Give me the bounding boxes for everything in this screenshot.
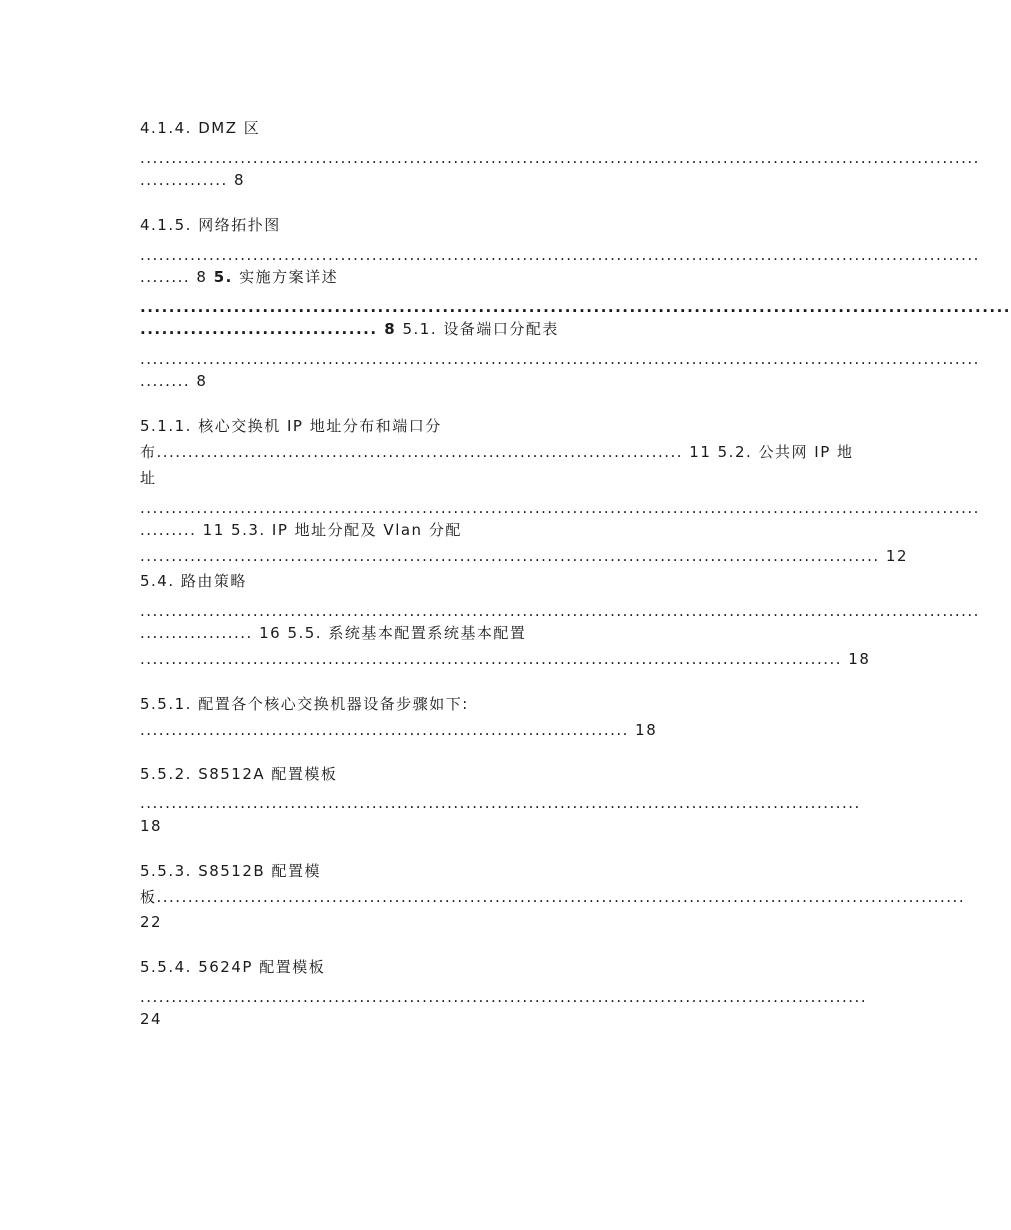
toc-leader-dots: ...................................................................................................................................... [140, 602, 980, 620]
toc-section-number: 5. [213, 268, 233, 286]
toc-page-number: ........ 8 [140, 372, 208, 390]
toc-leader-dots: ...................................................................................................................................... [140, 350, 980, 368]
toc-entry-5-1 [140, 319, 810, 339]
toc-entry-5-5-3: 5.5.3. S8512B 配置模 [140, 862, 321, 880]
toc-entry-5-5: .................. 16 5.5. 系统基本配置系统基本配置 [140, 624, 527, 642]
toc-page-number: 18 [140, 817, 163, 835]
toc-entry-5-5-4: 5.5.4. 5624P 配置模板 [140, 958, 326, 976]
toc-entry-5-1-1: 5.1.1. 核心交换机 IP 地址分布和端口分 [140, 417, 442, 435]
toc-leader-dots: ........ 8 [140, 268, 214, 286]
toc-entry-5-3: ......... 11 5.3. IP 地址分配及 Vlan 分配 [140, 521, 462, 539]
toc-leader-dots: .................................................................................................................... [140, 988, 868, 1006]
toc-leader-dots-bold: ......................................................................................................................... [140, 298, 1011, 316]
toc-page-number: 24 [140, 1010, 163, 1028]
toc-page-number: ...................................................................................................................... 12 [140, 547, 908, 565]
toc-leader-dots: ...................................................................................................................................... [140, 149, 980, 167]
toc-entry-5-5-2: 5.5.2. S8512A 配置模板 [140, 765, 338, 783]
toc-page-number: .............. 8 [140, 171, 246, 189]
toc-leader-dots: ................................................................................................................... [140, 794, 861, 812]
toc-leader-dots: ...................................................................................................................................... [140, 246, 980, 264]
toc-entry-5 [140, 267, 810, 287]
toc-entry-continued: 址 [140, 469, 157, 487]
toc-entry-continued: 板................................................................................................................................. [140, 888, 966, 906]
toc-entry-title: 5.1. 设备端口分配表 [396, 320, 559, 338]
toc-section-title: 实施方案详述 [232, 268, 339, 286]
toc-page-number: ................................................................................................................ 18 [140, 650, 871, 668]
toc-entry-4-1-4 [140, 118, 810, 138]
toc-leader-dots: ...................................................................................................................................... [140, 499, 980, 517]
toc-entry-5-2: 布.................................................................................... 11 5.2. 公共网 IP 地 [140, 443, 854, 461]
toc-entry-title: 4.1.4. DMZ 区 [140, 119, 261, 137]
toc-page-number-bold: ................................. 8 [140, 320, 397, 338]
toc-entry-5-4: 5.4. 路由策略 [140, 572, 247, 590]
toc-page-number: .............................................................................. 18 [140, 721, 658, 739]
toc-entry-4-1-5: 4.1.5. 网络拓扑图 [140, 216, 281, 234]
toc-entry-5-5-1: 5.5.1. 配置各个核心交换机器设备步骤如下: [140, 695, 469, 713]
toc-page-number: 22 [140, 913, 163, 931]
